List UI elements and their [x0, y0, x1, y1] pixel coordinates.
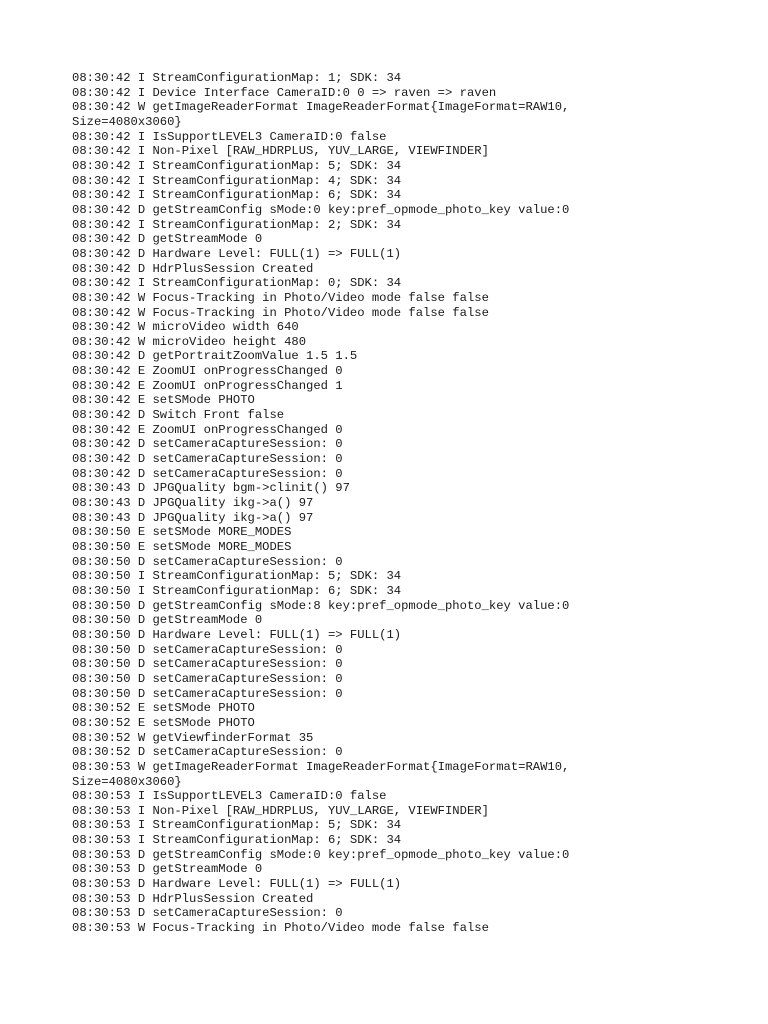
log-line: 08:30:42 I Non-Pixel [RAW_HDRPLUS, YUV_LARGE, VIEWFINDER] [72, 144, 489, 159]
log-line: 08:30:53 W getImageReaderFormat ImageReaderFormat{ImageFormat=RAW10, [72, 759, 570, 774]
log-line: 08:30:53 D getStreamConfig sMode:0 key:pref_opmode_photo_key value:0 [72, 847, 570, 862]
log-line: 08:30:42 I StreamConfigurationMap: 1; SDK: 34 [72, 71, 402, 85]
log-line: 08:30:42 D setCameraCaptureSession: 0 [72, 466, 343, 481]
log-line: 08:30:53 I StreamConfigurationMap: 6; SDK: 34 [72, 833, 402, 848]
log-line: 08:30:50 E setSMode MORE_MODES [72, 525, 292, 540]
log-line: 08:30:50 D setCameraCaptureSession: 0 [72, 554, 343, 569]
log-line: 08:30:42 W microVideo width 640 [72, 320, 299, 335]
log-line: 08:30:53 D HdrPlusSession Created [72, 891, 314, 906]
log-line: 08:30:50 D getStreamMode 0 [72, 613, 263, 628]
log-line: 08:30:50 D Hardware Level: FULL(1) => FULL(1) [72, 627, 402, 642]
log-line: 08:30:42 E setSMode PHOTO [72, 393, 255, 408]
log-line: 08:30:52 E setSMode PHOTO [72, 701, 255, 716]
log-line: 08:30:50 D setCameraCaptureSession: 0 [72, 657, 343, 672]
log-line: 08:30:42 E ZoomUI onProgressChanged 0 [72, 422, 343, 437]
log-line: 08:30:42 W getImageReaderFormat ImageReaderFormat{ImageFormat=RAW10, [72, 100, 570, 115]
log-line: 08:30:53 D getStreamMode 0 [72, 862, 263, 877]
log-line: 08:30:50 E setSMode MORE_MODES [72, 540, 292, 554]
log-line: 08:30:42 W Focus-Tracking in Photo/Video mode false false [72, 305, 489, 320]
log-line: 08:30:42 I Device Interface CameraID:0 0 => raven => raven [72, 85, 497, 100]
log-line: 08:30:42 E ZoomUI onProgressChanged 0 [72, 364, 343, 379]
log-line: 08:30:50 I StreamConfigurationMap: 5; SDK: 34 [72, 569, 402, 584]
log-line: 08:30:53 I Non-Pixel [RAW_HDRPLUS, YUV_LARGE, VIEWFINDER] [72, 803, 489, 818]
log-line: 08:30:52 W getViewfinderFormat 35 [72, 730, 314, 745]
log-line: 08:30:42 I StreamConfigurationMap: 5; SDK: 34 [72, 158, 402, 173]
log-line: 08:30:42 D getStreamMode 0 [72, 232, 263, 247]
log-line: 08:30:43 D JPGQuality ikg->a() 97 [72, 496, 314, 511]
log-line: 08:30:42 D getStreamConfig sMode:0 key:pref_opmode_photo_key value:0 [72, 202, 570, 217]
log-line: 08:30:42 I StreamConfigurationMap: 4; SDK: 34 [72, 173, 402, 188]
log-line: 08:30:42 D getPortraitZoomValue 1.5 1.5 [72, 349, 358, 364]
log-line: 08:30:42 E ZoomUI onProgressChanged 1 [72, 378, 343, 393]
log-line: 08:30:53 I IsSupportLEVEL3 CameraID:0 false [72, 789, 387, 804]
log-line: 08:30:42 I StreamConfigurationMap: 6; SDK: 34 [72, 188, 402, 203]
log-line: 08:30:42 I StreamConfigurationMap: 2; SDK: 34 [72, 217, 402, 232]
log-line: 08:30:52 D setCameraCaptureSession: 0 [72, 745, 343, 760]
log-line: 08:30:50 D setCameraCaptureSession: 0 [72, 671, 343, 686]
log-line: Size=4080x3060} [72, 774, 182, 789]
log-line: 08:30:42 I StreamConfigurationMap: 0; SDK: 34 [72, 276, 402, 291]
log-line: 08:30:43 D JPGQuality bgm->clinit() 97 [72, 481, 350, 496]
log-line: 08:30:50 I StreamConfigurationMap: 6; SDK: 34 [72, 583, 402, 598]
log-line: 08:30:53 D Hardware Level: FULL(1) => FULL(1) [72, 877, 402, 892]
log-line: 08:30:53 D setCameraCaptureSession: 0 [72, 906, 343, 921]
log-line: 08:30:53 I StreamConfigurationMap: 5; SDK: 34 [72, 818, 402, 833]
log-line: 08:30:42 I IsSupportLEVEL3 CameraID:0 false [72, 129, 387, 144]
log-line: 08:30:42 D setCameraCaptureSession: 0 [72, 452, 343, 467]
log-line: 08:30:42 D setCameraCaptureSession: 0 [72, 437, 343, 452]
log-line: 08:30:42 W Focus-Tracking in Photo/Video mode false false [72, 290, 489, 305]
log-listing [72, 71, 712, 936]
log-line: 08:30:42 W microVideo height 480 [72, 334, 307, 349]
log-line: 08:30:53 W Focus-Tracking in Photo/Video mode false false [72, 921, 489, 936]
log-line: 08:30:42 D Hardware Level: FULL(1) => FULL(1) [72, 246, 402, 261]
log-line: Size=4080x3060} [72, 114, 182, 129]
log-line: 08:30:50 D setCameraCaptureSession: 0 [72, 642, 343, 657]
log-line: 08:30:42 D Switch Front false [72, 408, 285, 423]
log-line: 08:30:43 D JPGQuality ikg->a() 97 [72, 510, 314, 525]
log-line: 08:30:42 D HdrPlusSession Created [72, 261, 314, 276]
log-line: 08:30:50 D getStreamConfig sMode:8 key:pref_opmode_photo_key value:0 [72, 598, 570, 613]
log-line: 08:30:52 E setSMode PHOTO [72, 715, 255, 730]
log-line: 08:30:50 D setCameraCaptureSession: 0 [72, 686, 343, 701]
